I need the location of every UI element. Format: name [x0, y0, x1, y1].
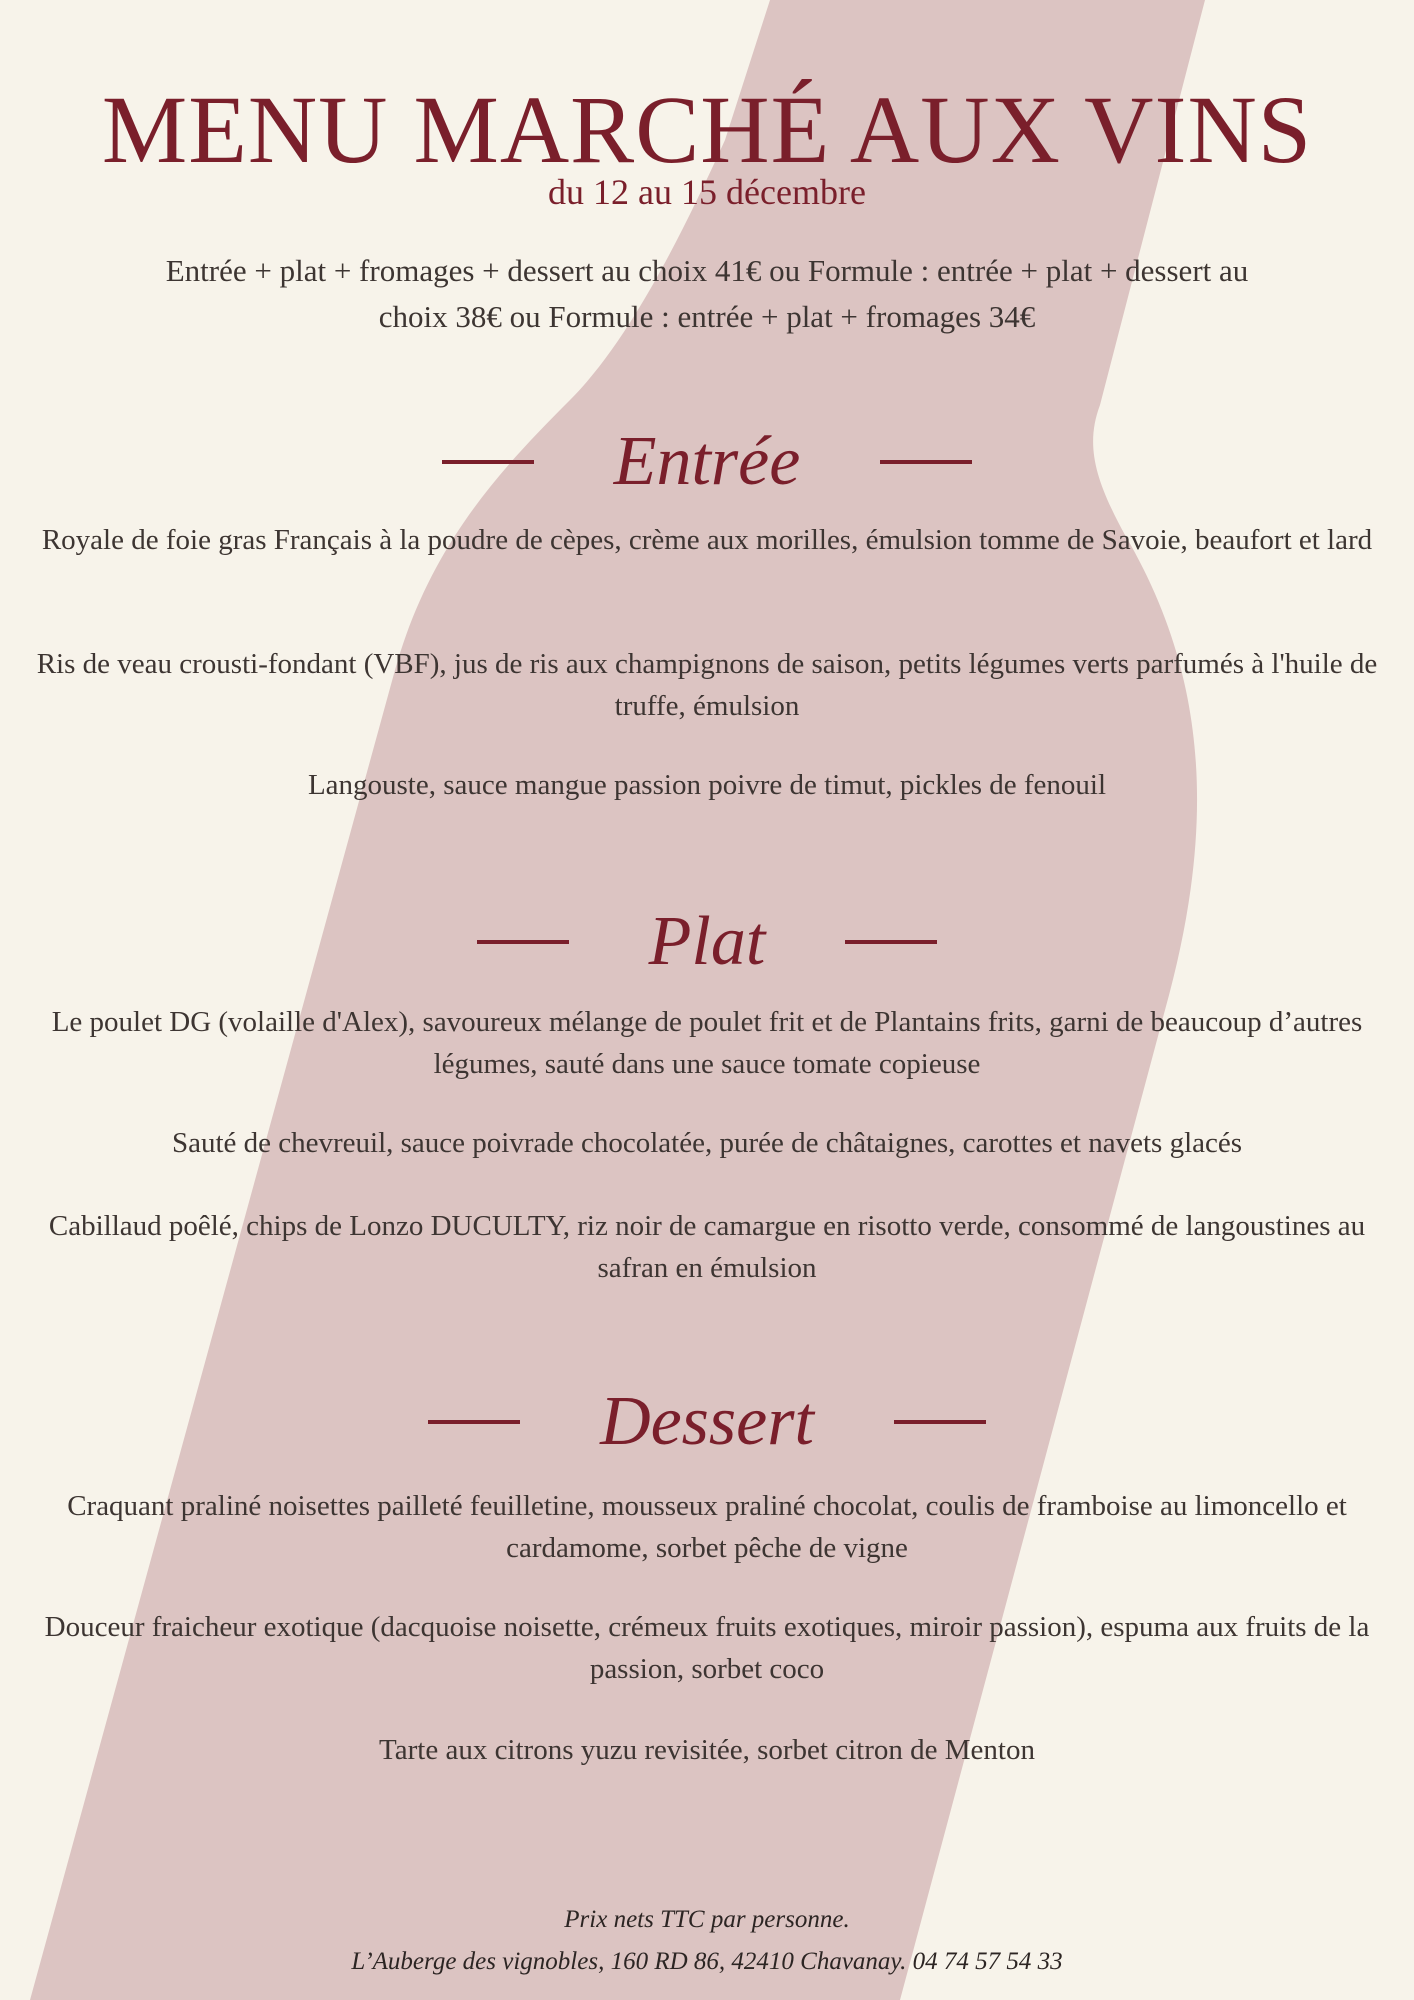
dish-plat-2: Sauté de chevreuil, sauce poivrade chocolatée, purée de châtaignes, carottes et navets glacés — [171, 1127, 1243, 1159]
footer-address: L’Auberge des vignobles, 160 RD 86, 42410 Chavanay. 04 74 57 54 33 — [351, 1948, 1063, 1975]
section-header-plat — [0, 902, 1414, 982]
menu-dates: du 12 au 15 décembre — [548, 172, 866, 212]
divider-right — [845, 940, 937, 944]
section-title-entree: Entrée — [613, 423, 801, 500]
divider-left — [442, 460, 534, 464]
section-title-plat: Plat — [648, 903, 766, 980]
section-header-dessert — [0, 1382, 1414, 1462]
divider-right — [880, 460, 972, 464]
dish-dessert-1: Craquant praliné noisettes pailleté feuilletine, mousseux praliné chocolat, coulis de framboise au limoncello et cardamome, sorbet pêche de vigne — [67, 1490, 1347, 1564]
dish-dessert-2: Douceur fraicheur exotique (dacquoise noisette, crémeux fruits exotiques, miroir passion), espuma aux fruits de la passion, sorbet coco — [44, 1611, 1370, 1685]
dish-entree-2: Ris de veau crousti-fondant (VBF), jus de ris aux champignons de saison, petits légumes verts parfumés à l'huile de truffe, émulsion — [36, 648, 1378, 722]
dish-entree-3: Langouste, sauce mangue passion poivre de timut, pickles de fenouil — [307, 769, 1107, 801]
dish-entree-1: Royale de foie gras Français à la poudre de cèpes, crème aux morilles, émulsion tomme de Savoie, beaufort et lard — [41, 524, 1373, 556]
dish-plat-1: Le poulet DG (volaille d'Alex), savoureux mélange de poulet frit et de Plantains frits, garni de beaucoup d’autres légumes, sauté dans une sauce tomate copieuse — [51, 1006, 1363, 1080]
footer-prices: Prix nets TTC par personne. — [564, 1906, 850, 1933]
section-title-dessert: Dessert — [600, 1383, 814, 1460]
dish-plat-3: Cabillaud poêlé, chips de Lonzo DUCULTY, riz noir de camargue en risotto verde, consommé de langoustines au safran en émulsion — [48, 1210, 1366, 1284]
divider-right — [894, 1420, 986, 1424]
dish-dessert-3: Tarte aux citrons yuzu revisitée, sorbet citron de Menton — [379, 1734, 1035, 1766]
divider-left — [477, 940, 569, 944]
section-header-entree — [0, 422, 1414, 502]
menu-formula: Entrée + plat + fromages + dessert au choix 41€ ou Formule : entrée + plat + dessert au choix 38€ ou Formule : entrée + plat + fromages 34€ — [165, 253, 1249, 334]
divider-left — [428, 1420, 520, 1424]
menu-title: MENU MARCHÉ AUX VINS — [101, 76, 1313, 183]
